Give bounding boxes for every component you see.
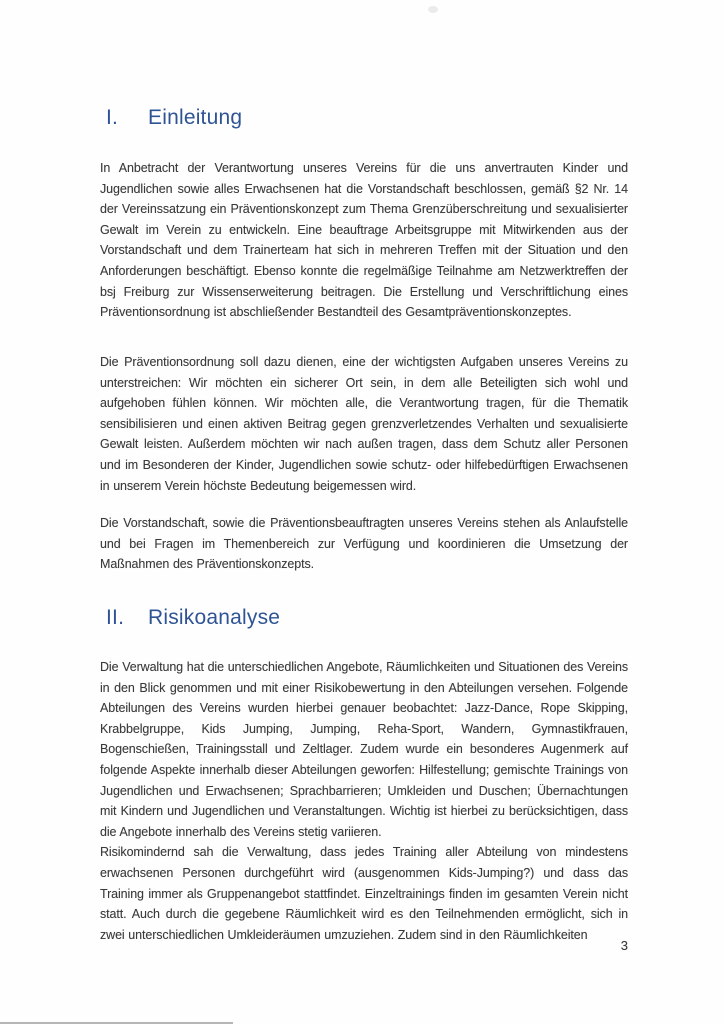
risikoanalyse-text-block xyxy=(100,657,628,945)
page-number: 3 xyxy=(620,938,628,953)
paragraph-einleitung-3: Die Vorstandschaft, sowie die Präventionsbeauftragten unseres Vereins stehen als Anlaufstelle und bei Fragen im Themenbereich zur Verfügung und koordinieren die Umsetzung der Maßnahmen des Präventionskonzepts. xyxy=(100,516,628,572)
section-heading-einleitung xyxy=(106,104,242,132)
section-numeral: II. xyxy=(106,606,125,629)
scan-smudge-artifact xyxy=(428,6,438,13)
paragraph-einleitung-2: Die Präventionsordnung soll dazu dienen, eine der wichtigsten Aufgaben unseres Vereins zu unterstreichen: Wir möchten ein sicherer Ort sein, in dem alle Beteiligten sich wohl und aufgehoben fühlen können. Wir möchten alle, die Verantwortung tragen, für die Thematik sensibilisieren und einen aktiven Beitrag gegen grenzverletzendes Verhalten und sexualisierte Gewalt leisten. Außerdem möchten wir nach außen tragen, dass dem Schutz aller Personen und im Besonderen der Kinder, Jugendlichen sowie schutz- oder hilfebedürftigen Erwachsenen in unserem Verein höchste Bedeutung beigemessen wird. xyxy=(100,355,628,493)
section-title: Einleitung xyxy=(148,106,243,129)
section-numeral: I. xyxy=(106,106,119,129)
section-title: Risikoanalyse xyxy=(148,606,281,629)
paragraph-einleitung-1: In Anbetracht der Verantwortung unseres Vereins für die uns anvertrauten Kinder und Jugendlichen sowie alles Erwachsenen hat die Vorstandschaft beschlossen, gemäß §2 Nr. 14 der Vereinssatzung ein Präventionskonzept zum Thema Grenzüberschreitung und sexualisierter Gewalt im Verein zu entwickeln. Eine beauftrage Arbeitsgruppe mit Mitwirkenden aus der Vorstandschaft und dem Trainerteam hat sich in mehreren Treffen mit der Situation und den Anforderungen beschäftigt. Ebenso konnte die regelmäßige Teilnahme am Netzwerktreffen der bsj Freiburg zur Wissenserweiterung beitragen. Die Erstellung und Verschriftlichung eines Präventionsordnung ist abschließender Bestandteil des Gesamtpräventionskonzeptes. xyxy=(100,161,628,320)
section-heading-risikoanalyse xyxy=(106,604,280,632)
paragraph-risikoanalyse-1: Die Verwaltung hat die unterschiedlichen Angebote, Räumlichkeiten und Situationen des Vereins in den Blick genommen und mit einer Risikobewertung in den Abteilungen versehen. Folgende Abteilungen des Vereins wurden hierbei genauer beobachtet: Jazz-Dance, Rope Skipping, Krabbelgruppe, Kids Jumping, Jumping, Reha-Sport, Wandern, Gymnastikfrauen, Bogenschießen, Trainingsstall und Zeltlager. Zudem wurde ein besonderes Augenmerk auf folgende Aspekte innerhalb dieser Abteilungen geworfen: Hilfestellung; gemischte Trainings von Jugendlichen und Erwachsenen; Sprachbarrieren; Umkleiden und Duschen; Übernachtungen mit Kindern und Jugendlichen und Veranstaltungen. Wichtig ist hierbei zu berücksichtigen, dass die Angebote innerhalb des Vereins stetig variieren. xyxy=(100,660,628,839)
paragraph-risikoanalyse-2: Risikomindernd sah die Verwaltung, dass jedes Training aller Abteilung von mindestens erwachsenen Personen durchgeführt wird (ausgenommen Kids-Jumping?) und dass das Training immer als Gruppenangebot stattfindet. Einzeltrainings finden im gesamten Verein nicht statt. Auch durch die gegebene Räumlichkeit wird es den Teilnehmenden ermöglicht, sich in zwei unterschiedlichen Umkleideräumen umzuziehen. Zudem sind in den Räumlichkeiten xyxy=(100,845,628,942)
